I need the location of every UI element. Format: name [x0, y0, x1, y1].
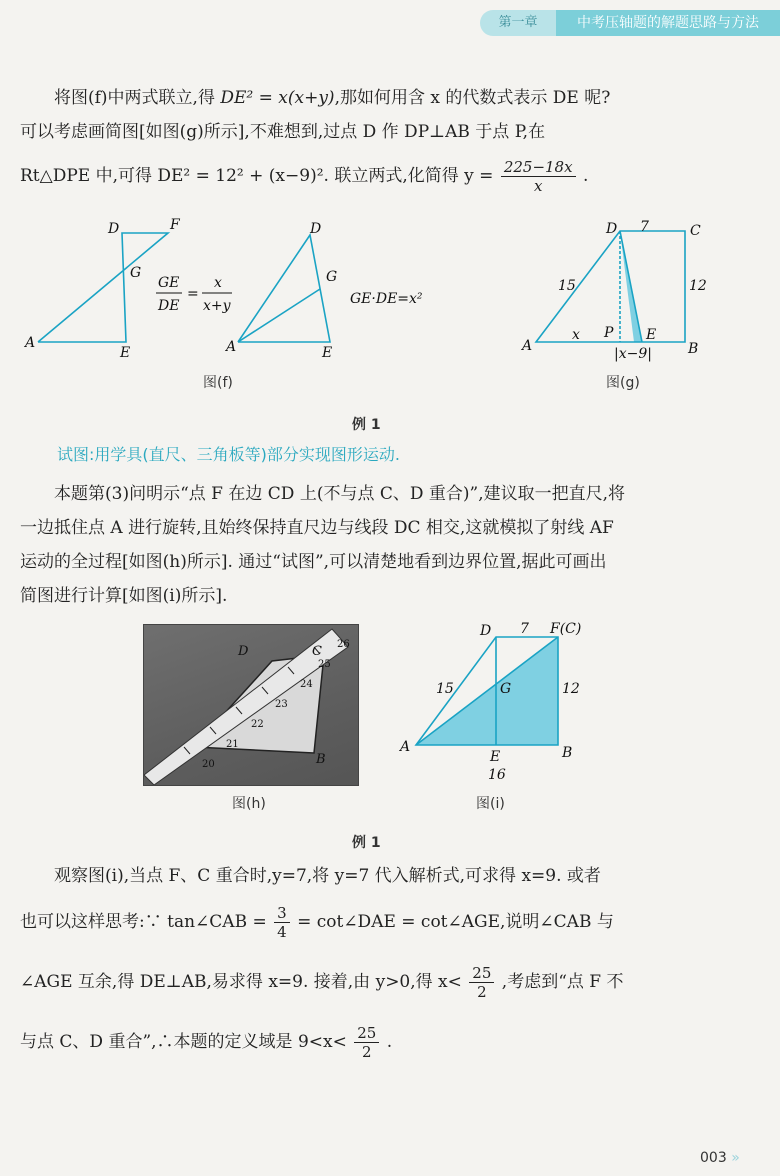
p1-line1b: DE² = x(x+y) — [220, 88, 335, 108]
p1-line1c: ,那如何用含 x 的代数式表示 DE 呢? — [334, 88, 611, 108]
figure-g-caption: 图(g) — [606, 375, 640, 391]
fig-g-de — [620, 231, 642, 342]
fig-g-label-D: D — [606, 221, 618, 237]
fig-f-label-F: F — [170, 217, 180, 233]
fig-h-tick-26: 26 — [337, 639, 350, 650]
fig-g-label-B: B — [688, 341, 699, 357]
fig-g-label-E: E — [646, 327, 657, 343]
fig-f-left-shape — [38, 233, 168, 342]
fig-i-label-D: D — [480, 623, 492, 639]
fig-i-label-12: 12 — [562, 681, 580, 697]
p3-frac1-num: 3 — [274, 904, 290, 923]
fig-g-label-7: 7 — [640, 219, 649, 235]
p3-line4b: . — [386, 1032, 393, 1052]
tip-text: 试图:用学具(直尺、三角板等)部分实现图形运动. — [57, 445, 400, 464]
figure-h-drawing — [144, 625, 358, 785]
fig-i-label-7: 7 — [520, 621, 529, 637]
fig-f-label-D: D — [108, 221, 120, 237]
fig-f-formula-num1: GE — [158, 275, 180, 291]
p1-line3a: Rt△DPE 中,可得 DE² = 12² + (x−9)². 联立两式,化简得 y = — [20, 166, 499, 186]
fig-f-label-G: G — [130, 265, 142, 281]
fig-f-formula-eq: = — [187, 286, 199, 302]
fig-g-label-x: x — [572, 327, 580, 343]
paragraph-1 — [20, 82, 745, 115]
header-chapter-badge: 第一章 — [480, 10, 556, 36]
fig-g-label-C: C — [690, 223, 701, 239]
fig-h-label-C: C — [312, 644, 322, 659]
figure-h-photo — [143, 624, 359, 786]
fig-f-label-E: E — [120, 345, 131, 361]
fig-h-label-D: D — [238, 644, 249, 659]
paragraph-2-line3: 运动的全过程[如图(h)所示]. 通过“试图”,可以清楚地看到边界位置,据此可画出 — [20, 552, 607, 572]
p3-fraction-1 — [274, 904, 290, 941]
p3-frac1-den: 4 — [277, 923, 287, 941]
figure-f-caption: 图(f) — [203, 375, 233, 391]
chevron-right-icon: » — [731, 1150, 740, 1166]
paragraph-1-line2: 可以考虑画简图[如图(g)所示],不难想到,过点 D 作 DP⊥AB 于点 P,在 — [20, 122, 546, 142]
fig-f-formula-num2: x — [214, 275, 222, 291]
p3-fraction-3 — [354, 1024, 379, 1061]
p3-line3b: ,考虑到“点 F 不 — [501, 972, 624, 992]
example-label-2: 例 1 — [352, 835, 381, 851]
p1-line1a: 将图(f)中两式联立,得 — [54, 88, 221, 108]
p3-frac3-num: 25 — [354, 1024, 379, 1043]
fig-f-label-D2: D — [310, 221, 322, 237]
p1-fraction — [501, 158, 576, 195]
page-number — [700, 1150, 740, 1166]
p3-line3a: ∠AGE 互余,得 DE⊥AB,易求得 x=9. 接着,由 y>0,得 x< — [20, 972, 468, 992]
paragraph-2-line4: 简图进行计算[如图(i)所示]. — [20, 586, 228, 606]
fig-i-label-15: 15 — [436, 681, 454, 697]
fig-g-label-abs: |x−9| — [614, 346, 652, 362]
paragraph-3-line2 — [20, 904, 745, 941]
fig-f-formula-den1: DE — [158, 298, 180, 314]
fig-h-label-B: B — [316, 752, 326, 767]
paragraph-2-line2: 一边抵住点 A 进行旋转,且始终保持直尺边与线段 DC 相交,这就模拟了射线 AF — [20, 518, 614, 538]
header-chapter-title: 中考压轴题的解题思路与方法 — [556, 10, 780, 36]
fig-i-label-A: A — [400, 739, 411, 755]
fig-f-label-A2: A — [226, 339, 237, 355]
fig-i-label-F: F(C) — [550, 621, 582, 637]
figure-f — [20, 215, 460, 365]
p3-line2a: 也可以这样思考:∵ tan∠CAB = — [20, 912, 273, 932]
fig-h-tick-23: 23 — [275, 699, 288, 710]
p3-frac2-den: 2 — [477, 983, 487, 1001]
fig-h-tick-22: 22 — [251, 719, 264, 730]
figure-i-caption: 图(i) — [476, 796, 505, 812]
fig-f-label-E2: E — [322, 345, 333, 361]
fig-i-label-16: 16 — [488, 767, 506, 783]
p3-line4a: 与点 C、D 重合”,∴本题的定义域是 9<x< — [20, 1032, 353, 1052]
fig-f-right-diagonal — [238, 289, 320, 342]
p3-line2b: = cot∠DAE = cot∠AGE,说明∠CAB 与 — [297, 912, 614, 932]
p1-frac-num: 225−18x — [501, 158, 576, 177]
fig-g-label-P: P — [604, 325, 614, 341]
paragraph-3-line4 — [20, 1024, 745, 1061]
p1-line3end: . — [582, 166, 589, 186]
paragraph-1-line3 — [20, 158, 745, 195]
paragraph-3-line1: 观察图(i),当点 F、C 重合时,y=7,将 y=7 代入解析式,可求得 x=9. 或者 — [54, 866, 601, 886]
p3-fraction-2 — [469, 964, 494, 1001]
p3-frac2-num: 25 — [469, 964, 494, 983]
figure-i — [390, 615, 600, 785]
fig-f-label-A: A — [25, 335, 36, 351]
fig-h-tick-24: 24 — [300, 679, 313, 690]
paragraph-2-line1: 本题第(3)问明示“点 F 在边 CD 上(不与点 C、D 重合)”,建议取一把直尺,将 — [54, 484, 626, 504]
figure-g — [510, 215, 730, 365]
fig-g-label-15: 15 — [558, 278, 576, 294]
fig-f-formula2: GE·DE=x² — [350, 291, 423, 307]
fig-i-label-G: G — [500, 681, 512, 697]
fig-i-label-B: B — [562, 745, 573, 761]
fig-g-label-A: A — [522, 338, 533, 354]
fig-h-tick-20: 20 — [202, 759, 215, 770]
p1-frac-den: x — [533, 177, 543, 195]
figure-h-caption: 图(h) — [232, 796, 266, 812]
fig-f-label-G2: G — [326, 269, 338, 285]
paragraph-3-line3 — [20, 964, 745, 1001]
fig-f-right-triangle — [238, 235, 330, 342]
example-label-1: 例 1 — [352, 417, 381, 433]
fig-h-tick-21: 21 — [226, 739, 239, 750]
fig-h-tick-25: 25 — [318, 659, 331, 670]
fig-g-label-12: 12 — [689, 278, 707, 294]
p3-frac3-den: 2 — [362, 1043, 372, 1061]
fig-i-label-E: E — [490, 749, 501, 765]
page-number-text: 003 — [700, 1150, 727, 1166]
fig-f-formula-den2: x+y — [203, 298, 231, 314]
